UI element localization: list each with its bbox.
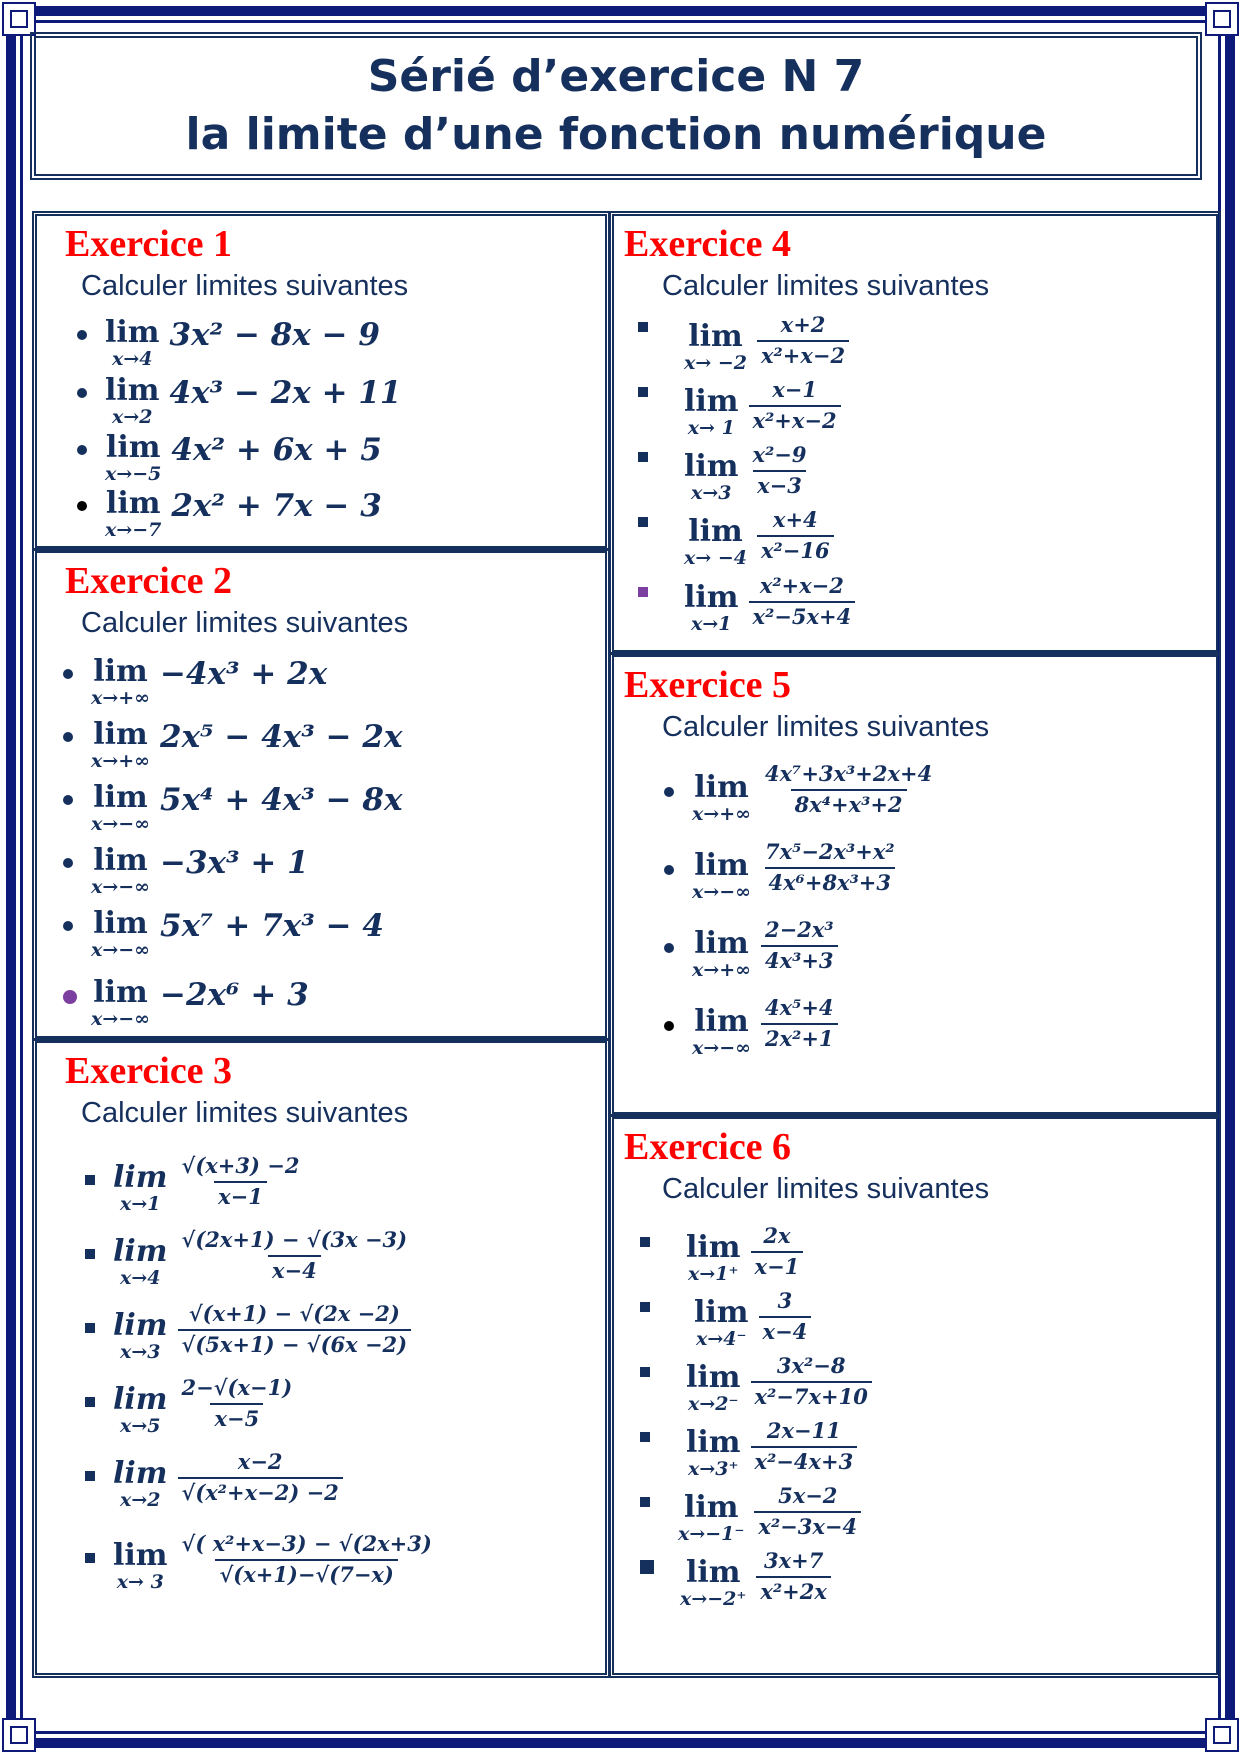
corner-ornament-bottom-right [1205,1718,1239,1752]
limit-item [77,315,380,370]
lim-subscript: x→+∞ [692,959,751,981]
lim-subscript: x→2 [112,406,153,428]
lim-word: lim [113,1308,168,1343]
fraction [761,761,936,818]
bullet [63,669,73,679]
bullet [638,322,648,332]
limit-item [63,780,403,835]
exercise-instruction: Calculer limites suivantes [662,711,990,743]
bullet [77,445,87,455]
fraction-numerator: √(x+1) − √(2x −2) [188,1301,400,1326]
lim-word: lim [694,848,749,883]
bullet [640,1432,650,1442]
lim-subscript: x→ −2 [684,352,748,374]
lim-word: lim [684,580,739,615]
fraction-denominator: 4x³+3 [761,945,838,974]
bullet [664,787,674,797]
limit-item [63,654,328,709]
fraction-numerator: x²+x−2 [759,573,844,598]
lim-word: lim [688,514,743,549]
limit-item [640,1353,872,1415]
bullet [85,1249,95,1259]
fraction [751,1223,804,1280]
fraction-denominator: √(x+1)−√(7−x) [215,1559,397,1588]
fraction [759,1288,812,1345]
exercise-title: Exercice 6 [624,1126,792,1168]
lim-word: lim [93,654,148,689]
fraction [749,442,811,499]
exercise-instruction: Calculer limites suivantes [662,270,990,302]
limit-expression: 4x² + 6x + 5 [171,432,382,468]
lim-word: lim [685,1555,741,1590]
corner-ornament-top-right [1205,2,1239,36]
fraction-denominator: x²−7x+10 [751,1381,872,1410]
fraction-numerator: 2x−11 [766,1418,841,1443]
fraction [757,312,849,369]
limit-item [77,373,402,428]
limit-item [640,1418,857,1480]
lim-word: lim [686,1360,741,1395]
fraction-numerator: 2−2x³ [765,917,834,942]
limit-item [85,1531,436,1593]
lim-subscript: x→−1⁻ [678,1523,745,1545]
bullet [638,587,648,597]
bullet [77,388,87,398]
fraction-denominator: x²−3x−4 [754,1511,861,1540]
bullet [63,795,73,805]
exercise-title: Exercice 2 [65,560,233,602]
lim-subscript: x→ −4 [684,547,748,569]
lim-subscript: x→ 3 [116,1571,164,1593]
limit-item [85,1449,343,1511]
fraction [761,917,838,974]
lim-word: lim [694,1295,749,1330]
limit-expression: 5x⁴ + 4x³ − 8x [160,782,403,818]
limit-item [63,975,309,1030]
title-box [30,32,1202,180]
limit-item [640,1288,811,1350]
fraction [761,995,838,1052]
limit-expression: −3x³ + 1 [160,845,309,881]
fraction-denominator: x−1 [751,1251,804,1280]
lim-word: lim [688,319,743,354]
fraction-numerator: x−2 [237,1449,283,1474]
lim-subscript: x→−∞ [91,1008,150,1030]
lim-word: lim [93,843,148,878]
limit-expression: 2x² + 7x − 3 [171,488,382,524]
limit-item [640,1483,861,1545]
fraction [178,1301,412,1358]
bullet [63,732,73,742]
fraction-denominator: x−4 [268,1255,321,1284]
bullet [638,387,648,397]
limit-expression: 3x² − 8x − 9 [169,317,380,353]
fraction-numerator: 7x⁵−2x³+x² [765,839,895,864]
bullet [664,865,674,875]
limit-item [638,442,810,504]
lim-subscript: x→−∞ [692,881,751,903]
limit-item [638,377,841,439]
fraction-numerator: 4x⁷+3x³+2x+4 [765,761,933,786]
lim-word: lim [105,315,160,350]
lim-word: lim [686,1230,741,1265]
limit-item [85,1153,303,1215]
lim-word: lim [113,1456,168,1491]
fraction-denominator: x−3 [753,470,806,499]
lim-word: lim [694,770,749,805]
fraction-numerator: x²−9 [752,442,807,467]
exercise-1-panel [32,211,610,551]
lim-subscript: x→−2⁺ [680,1588,747,1610]
limit-expression: −4x³ + 2x [160,656,328,692]
limit-item [664,995,838,1059]
exercise-title: Exercice 5 [624,664,792,706]
fraction-numerator: x+2 [780,312,826,337]
lim-subscript: x→4 [120,1267,161,1289]
page-subtitle: la limite d’une fonction numérique [185,109,1047,160]
fraction-numerator: 3x+7 [763,1548,824,1573]
fraction-denominator: x²+x−2 [749,405,841,434]
lim-word: lim [113,1160,168,1195]
exercise-5-panel [609,652,1221,1117]
lim-word: lim [113,1538,168,1573]
limit-item [85,1227,411,1289]
limit-item [664,917,838,981]
fraction [178,1227,412,1284]
lim-subscript: x→3⁺ [688,1458,739,1480]
limit-expression: 5x⁷ + 7x³ − 4 [160,908,384,944]
lim-subscript: x→3 [120,1341,161,1363]
limit-item [664,761,936,825]
bullet [640,1497,650,1507]
fraction-denominator: x−1 [214,1181,267,1210]
lim-subscript: x→3 [691,482,732,504]
lim-word: lim [694,1004,749,1039]
bullet [85,1323,95,1333]
lim-word: lim [93,717,148,752]
fraction [754,1483,861,1540]
exercise-4-panel [609,211,1221,655]
lim-subscript: x→1⁺ [688,1263,739,1285]
lim-subscript: x→4⁻ [696,1328,747,1350]
fraction-numerator: x−1 [772,377,817,402]
corner-ornament-top-left [2,2,36,36]
limit-item [63,717,403,772]
bullet [640,1302,650,1312]
bullet [85,1175,95,1185]
bullet [63,990,77,1004]
fraction [751,1418,858,1475]
bullet [85,1553,95,1563]
fraction-numerator: 3 [777,1288,793,1313]
limit-item [77,486,382,541]
bullet [638,452,648,462]
fraction-denominator: √(5x+1) − √(6x −2) [178,1329,412,1358]
lim-word: lim [93,975,148,1010]
fraction-numerator: √(x+3) −2 [181,1153,300,1178]
exercise-instruction: Calculer limites suivantes [81,1097,409,1129]
lim-subscript: x→2⁻ [688,1393,739,1415]
lim-subscript: x→−∞ [91,876,150,898]
limit-item [85,1301,411,1363]
lim-word: lim [113,1382,168,1417]
bullet [77,501,87,511]
lim-word: lim [113,1234,168,1269]
lim-word: lim [105,430,161,465]
fraction-denominator: x−4 [759,1316,812,1345]
bullet [664,943,674,953]
lim-subscript: x→5 [120,1415,161,1437]
fraction [761,839,899,896]
lim-subscript: x→−5 [105,463,162,485]
fraction-denominator: x²+2x [756,1576,830,1605]
lim-subscript: x→−7 [105,519,162,541]
lim-word: lim [93,780,148,815]
lim-word: lim [683,1490,739,1525]
lim-subscript: x→4 [112,348,153,370]
limit-item [638,573,855,635]
limit-expression: 2x⁵ − 4x³ − 2x [160,719,403,755]
fraction-numerator: √(2x+1) − √(3x −3) [181,1227,408,1252]
fraction [178,1153,304,1210]
limit-expression: −2x⁶ + 3 [160,977,309,1013]
limit-item [638,312,849,374]
lim-subscript: x→−∞ [91,813,150,835]
fraction-numerator: √( x²+x−3) − √(2x+3) [181,1531,432,1556]
limit-item [640,1548,831,1610]
lim-word: lim [684,449,739,484]
bullet [85,1397,95,1407]
lim-subscript: x→1 [691,613,732,635]
bullet [640,1237,650,1247]
page-title: Sérié d’exercice N 7 [367,51,865,102]
fraction [757,507,834,564]
bullet [63,858,73,868]
lim-subscript: x→−∞ [692,1037,751,1059]
lim-word: lim [684,384,739,419]
lim-subscript: x→+∞ [91,687,150,709]
exercise-3-panel [32,1038,610,1678]
fraction-denominator: x²−16 [757,535,834,564]
exercise-instruction: Calculer limites suivantes [81,607,409,639]
limit-item [63,843,309,898]
fraction-denominator: 2x²+1 [761,1023,838,1052]
fraction-numerator: 2−√(x−1) [181,1375,293,1400]
lim-word: lim [105,373,160,408]
bullet [638,517,648,527]
exercise-6-panel [609,1114,1221,1678]
lim-subscript: x→−∞ [91,939,150,961]
lim-word: lim [686,1425,741,1460]
fraction [749,377,841,434]
fraction-denominator: 4x⁶+8x³+3 [765,867,895,896]
fraction-numerator: 5x−2 [778,1483,838,1508]
lim-word: lim [105,486,161,521]
fraction-numerator: 4x⁵+4 [765,995,834,1020]
fraction-denominator: x²+x−2 [757,340,849,369]
limit-item [63,906,384,961]
exercise-title: Exercice 4 [624,223,792,265]
bullet [640,1560,654,1574]
fraction [178,1449,343,1506]
fraction [178,1531,436,1588]
fraction-denominator: x²−5x+4 [749,601,856,630]
fraction-numerator: 3x²−8 [776,1353,846,1378]
corner-ornament-bottom-left [2,1718,36,1752]
fraction-numerator: x+4 [772,507,818,532]
limit-item [638,507,834,569]
limit-item [85,1375,296,1437]
fraction [749,573,856,630]
lim-subscript: x→+∞ [91,750,150,772]
fraction [178,1375,297,1432]
fraction-denominator: 8x⁴+x³+2 [791,789,907,818]
fraction-denominator: x²−4x+3 [751,1446,858,1475]
limit-item [77,430,382,485]
exercise-title: Exercice 1 [65,223,233,265]
bullet [77,330,87,340]
limit-item [640,1223,803,1285]
bullet [640,1367,650,1377]
exercise-instruction: Calculer limites suivantes [662,1173,990,1205]
fraction-denominator: x−5 [210,1403,263,1432]
lim-subscript: x→1 [120,1193,161,1215]
limit-item [664,839,899,903]
fraction-denominator: √(x²+x−2) −2 [178,1477,343,1506]
lim-word: lim [93,906,148,941]
exercise-title: Exercice 3 [65,1050,233,1092]
lim-subscript: x→2 [120,1489,161,1511]
exercise-instruction: Calculer limites suivantes [81,270,409,302]
limit-expression: 4x³ − 2x + 11 [169,375,402,411]
fraction [756,1548,830,1605]
fraction [751,1353,872,1410]
bullet [63,921,73,931]
bullet [664,1021,674,1031]
lim-subscript: x→ 1 [687,417,735,439]
bullet [85,1471,95,1481]
fraction-numerator: 2x [763,1223,791,1248]
lim-word: lim [694,926,749,961]
lim-subscript: x→+∞ [692,803,751,825]
exercise-2-panel [32,548,610,1041]
